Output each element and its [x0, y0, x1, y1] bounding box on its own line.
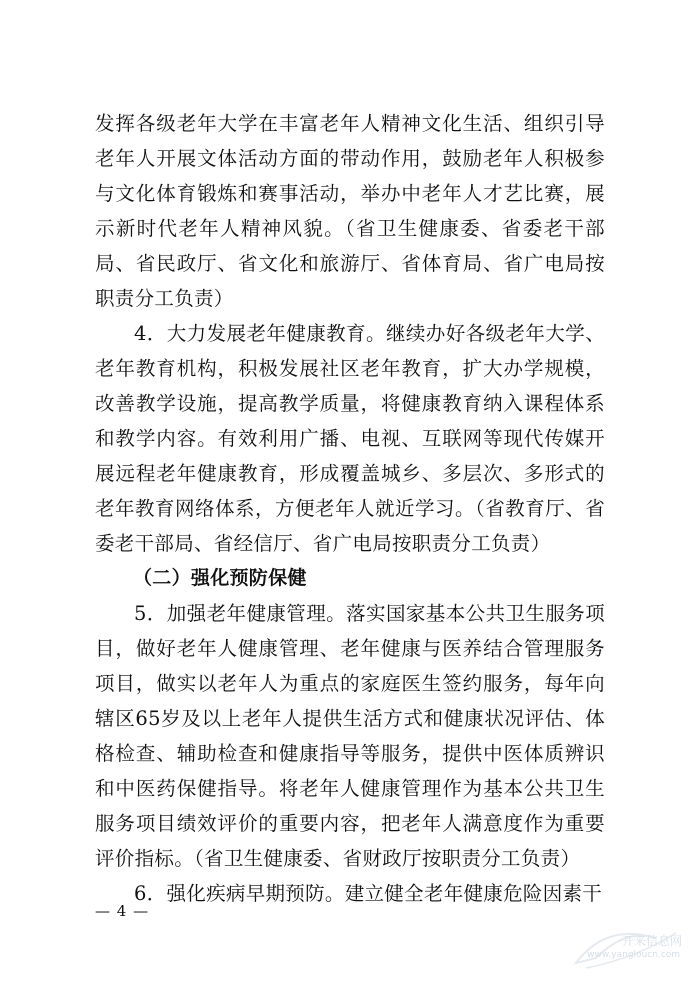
paragraph-item-4: 4．大力发展老年健康教育。继续办好各级老年大学、老年教育机构，积极发展社区老年教育，扩大办学规模，改善教学设施，提高教学质量，将健康教育纳入课程体系和教学内容。有效利用广播、电视、互联网等现代传媒开展远程老年健康教育，形成覆盖城乡、多层次、多形式的老年教育网络体系，方便老年人就近学习。（省教育厅、省委老干部局、省经信厅、省广电局按职责分工负责）	[95, 322, 605, 555]
watermark-logo	[566, 918, 686, 978]
watermark-text: 开来信息网	[621, 934, 682, 948]
paragraph-item-5: 5．加强老年健康管理。落实国家基本公共卫生服务项目，做好老年人健康管理、老年健康与医养结合管理服务项目，做实以老年人为重点的家庭医生签约服务，每年向辖区65岁及以上老年人提供生活方式和健康状况评估、体格检查、辅助检查和健康指导等服务，提供中医体质辨识和中医药保健指导。将老年人健康管理作为基本公共卫生服务项目绩效评价的重要内容，把老年人满意度作为重要评价指标。（省卫生健康委、省财政厅按职责分工负责）	[95, 602, 605, 870]
page-number: — 4 —	[95, 902, 150, 920]
section-heading: （二）强化预防保健	[133, 567, 307, 589]
paragraph-item-6: 6．强化疾病早期预防。建立健全老年健康危险因素干	[134, 882, 603, 905]
document-body	[95, 106, 605, 911]
watermark-url: www.yangloucn.com	[587, 950, 680, 960]
paragraph-continuation: 发挥各级老年大学在丰富老年人精神文化生活、组织引导老年人开展文体活动方面的带动作用，鼓励老年人积极参与文化体育锻炼和赛事活动，举办中老年人才艺比赛，展示新时代老年人精神风貌。（省卫生健康委、省委老干部局、省民政厅、省文化和旅游厅、省体育局、省广电局按职责分工负责）	[95, 112, 605, 310]
